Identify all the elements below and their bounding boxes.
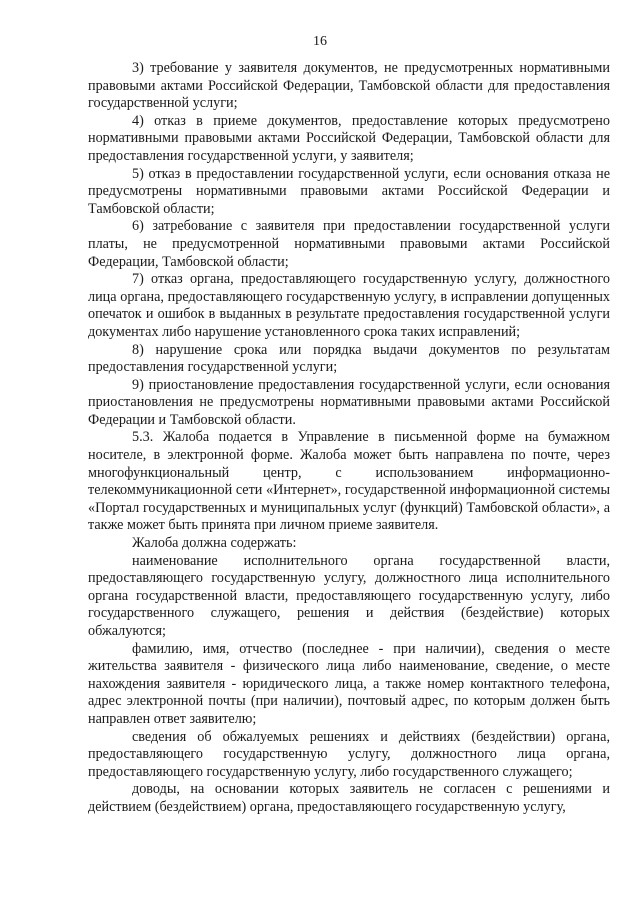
paragraph-item-9: 9) приостановление предоставления государственной услуги, если основания приостановления не предусмотрены нормативными правовыми актами Российской Федерации и Тамбовской области. bbox=[88, 376, 610, 428]
paragraph-complaint-contents-heading: Жалоба должна содержать: bbox=[132, 535, 297, 552]
paragraph-section-5-3: 5.3. Жалоба подается в Управление в письменной форме на бумажном носителе, в электронной форме. Жалоба может быть направлена по почте, через многофункциональный центр, с использованием информационно-телекоммуникационной сети «Интернет», государственной информационной системы «Портал государственных и муниципальных услуг (функций) Тамбовской области», а также может быть принята при личном приеме заявителя. bbox=[88, 429, 610, 534]
paragraph-item-6: 6) затребование с заявителя при предоставлении государственной услуги платы, не предусмотренной нормативными правовыми актами Российской Федерации, Тамбовской области; bbox=[88, 218, 610, 270]
document-body bbox=[88, 60, 610, 817]
paragraph-complaint-organ-name: наименование исполнительного органа государственной власти, предоставляющего государственную услугу, должностного лица исполнительного органа государственной власти, предоставляющего государственную услугу, либо государственного служащего, решения и действия (бездействие) которых обжалуются; bbox=[88, 552, 610, 639]
page-number: 16 bbox=[313, 34, 327, 49]
paragraph-complaint-arguments: доводы, на основании которых заявитель не согласен с решениями и действием (бездействием) органа, предоставляющего государственную услугу, bbox=[88, 781, 610, 815]
paragraph-complaint-applicant-info: фамилию, имя, отчество (последнее - при наличии), сведения о месте жительства заявителя - физического лица либо наименование, сведение, о месте нахождения заявителя - юридического лица, а также номер контактного телефона, адрес электронной почты (при наличии), почтовый адрес, по которым должен быть направлен ответ заявителю; bbox=[88, 640, 610, 727]
paragraph-item-3: 3) требование у заявителя документов, не предусмотренных нормативными правовыми актами Российской Федерации, Тамбовской области для предоставления государственной услуги; bbox=[88, 60, 610, 112]
paragraph-complaint-decisions-info: сведения об обжалуемых решениях и действиях (бездействии) органа, предоставляющего государственную услугу, должностного лица органа, предоставляющего государственную услугу, либо государственного служащего; bbox=[88, 728, 610, 780]
paragraph-item-7: 7) отказ органа, предоставляющего государственную услугу, должностного лица органа, предоставляющего государственную услугу, в исправлении допущенных опечаток и ошибок в выданных в результате предоставления государственной услуги документах либо нарушение установленного срока таких исправлений; bbox=[88, 271, 610, 340]
paragraph-item-5: 5) отказ в предоставлении государственной услуги, если основания отказа не предусмотрены нормативными правовыми актами Российской Федерации и Тамбовской области; bbox=[88, 165, 610, 217]
paragraph-item-4: 4) отказ в приеме документов, предоставление которых предусмотрено нормативными правовыми актами Российской Федерации, Тамбовской области для предоставления государственной услуги, у заявителя; bbox=[88, 112, 610, 164]
paragraph-item-8: 8) нарушение срока или порядка выдачи документов по результатам предоставления государственной услуги; bbox=[88, 341, 610, 376]
